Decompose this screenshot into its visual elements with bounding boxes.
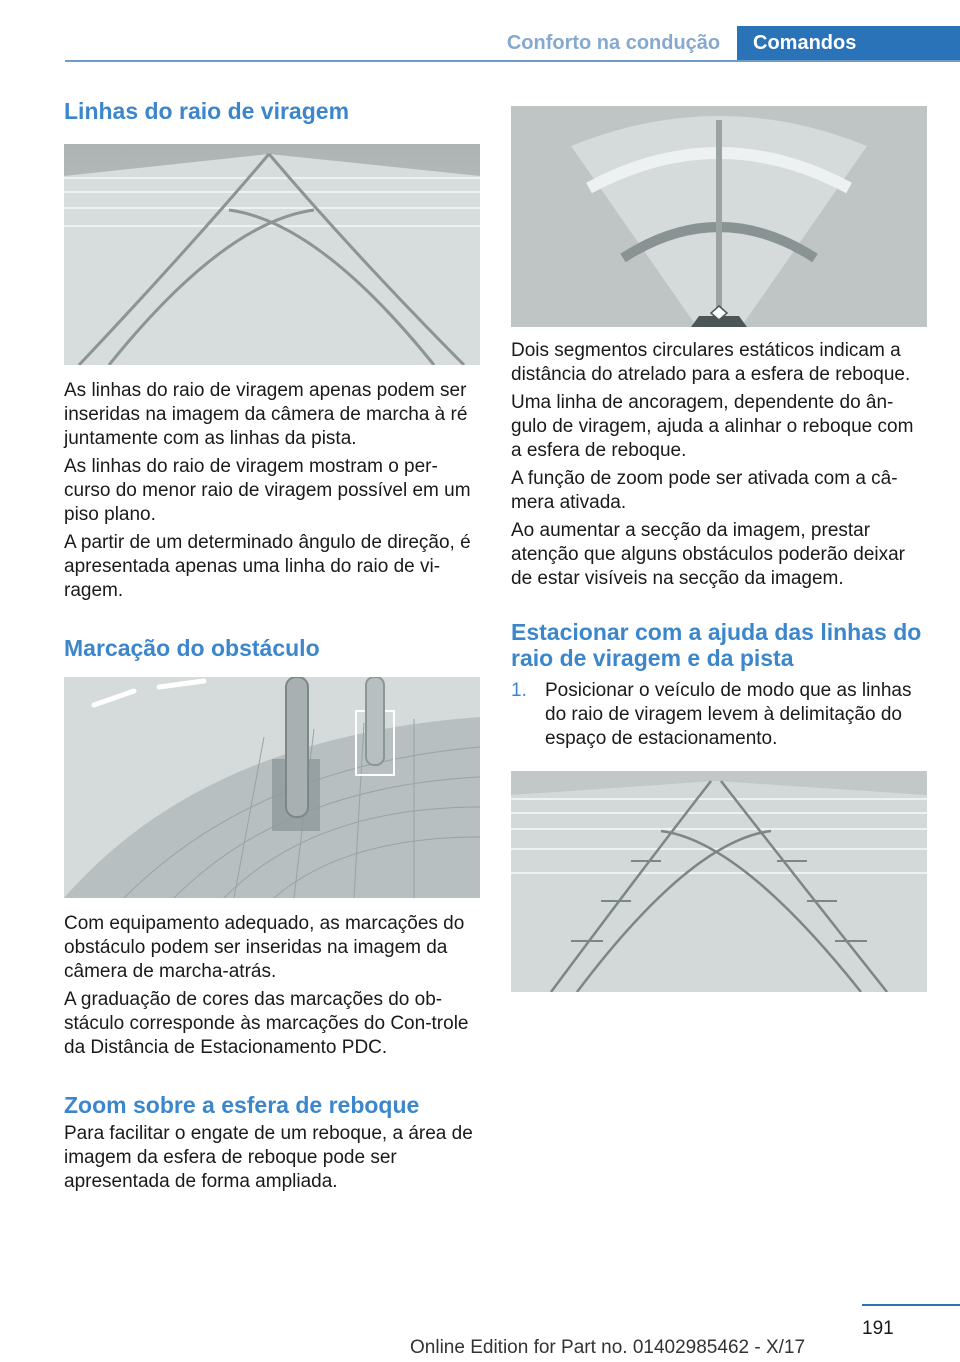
paragraph-circular-segments: Dois segmentos circulares estáticos indicam a distância do atrelado para a esfera de reboque. (511, 340, 911, 385)
paragraph-towbar-zoom: Para facilitar o engate de um reboque, a área de imagem da esfera de reboque pode ser apresentada de forma ampliada. (64, 1123, 473, 1192)
paragraph-turning-insert: As linhas do raio de viragem apenas podem ser inseridas na imagem da câmera de marcha à ré juntamente com as linhas da pista. (64, 380, 468, 449)
figure-parking-lines (511, 771, 927, 992)
paragraph-obstacle-equipment: Com equipamento adequado, as marcações do obstáculo podem ser inseridas na imagem da câmera de marcha-atrás. (64, 913, 465, 982)
heading-obstacle-marking: Marcação do obstáculo (64, 635, 320, 661)
paragraph-turning-angle: A partir de um determinado ângulo de direção, é apresentada apenas uma linha do raio de vi‐ragem. (64, 532, 471, 601)
header-chapter-tab: Comandos (737, 26, 960, 62)
step-number: 1. (511, 680, 527, 701)
header-section-label: Conforto na condução (506, 32, 721, 54)
paragraph-zoom-warning: Ao aumentar a secção da imagem, prestar atenção que alguns obstáculos poderão deixar de estar visíveis na secção da imagem. (511, 520, 906, 589)
paragraph-obstacle-colors: A graduação de cores das marcações do ob‐stáculo corresponde às marcações do Con‐trole da Distância de Estacionamento PDC. (64, 989, 469, 1058)
paragraph-zoom-function: A função de zoom pode ser ativada com a câ‐mera ativada. (511, 468, 898, 513)
figure-turning-radius-lines (64, 144, 480, 365)
right-column (511, 106, 927, 992)
header-rule (65, 60, 960, 62)
step-text: Posicionar o veículo de modo que as linhas do raio de viragem levem à delimitação do espaço de estacionamento. (545, 680, 912, 749)
left-column (64, 98, 480, 1194)
heading-towbar-zoom: Zoom sobre a esfera de reboque (64, 1092, 420, 1118)
figure-obstacle-marking (64, 677, 480, 898)
figure-towbar-zoom (511, 106, 927, 327)
heading-parking-lines: Estacionar com a ajuda das linhas do raio de viragem e da pista (511, 619, 922, 671)
footer-edition: Online Edition for Part no. 01402985462 - X/17 (410, 1337, 806, 1358)
paragraph-anchor-line: Uma linha de ancoragem, dependente do ân‐gulo de viragem, ajuda a alinhar o reboque com a esfera de reboque. (511, 392, 914, 461)
heading-turning-radius-lines: Linhas do raio de viragem (64, 98, 350, 124)
paragraph-turning-path: As linhas do raio de viragem mostram o per‐curso do menor raio de viragem possível em um piso plano. (64, 456, 471, 525)
footer-rule (862, 1304, 960, 1306)
step-item-1 (511, 679, 927, 751)
page-number: 191 (862, 1318, 894, 1339)
